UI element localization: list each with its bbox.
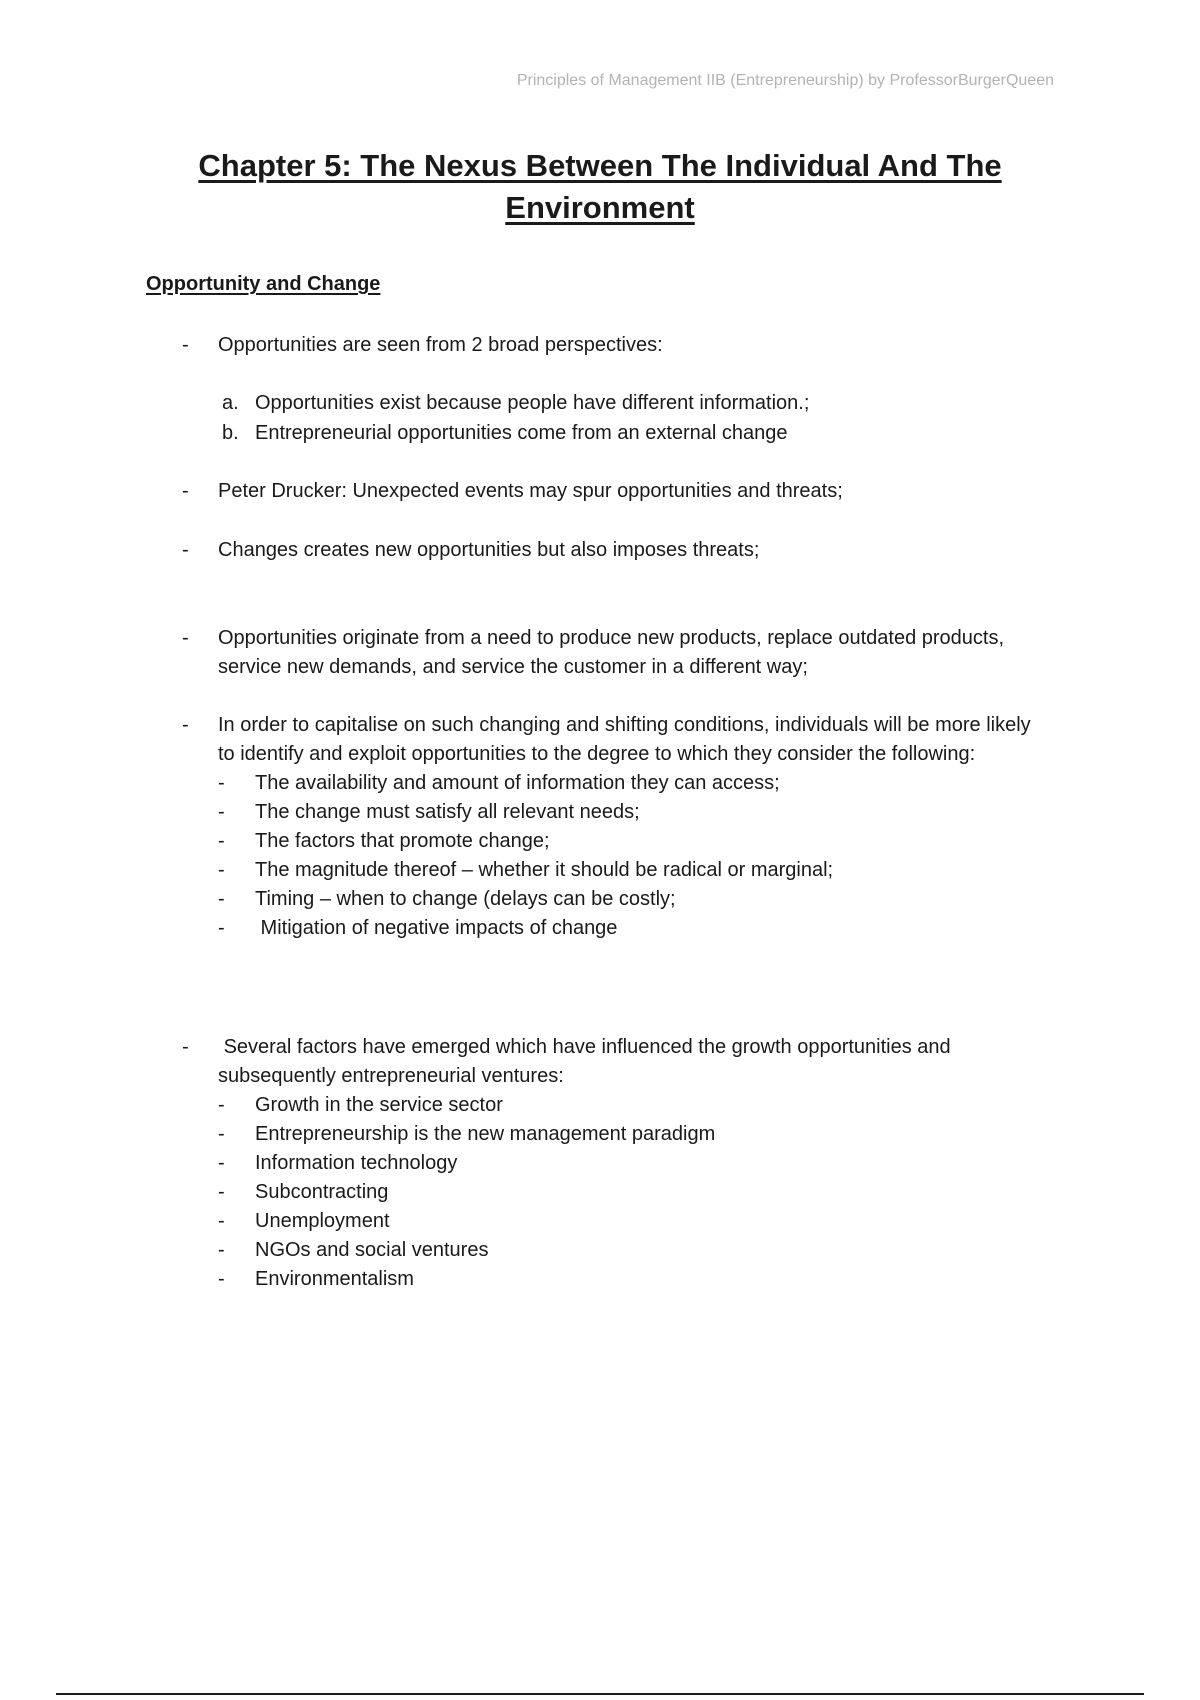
footer-divider [56, 1693, 1144, 1695]
list-marker: - [218, 1239, 225, 1261]
list-item [182, 769, 1052, 798]
list-item-text: Entrepreneurial opportunities come from an external change [255, 422, 788, 444]
bullet-marker: - [182, 480, 189, 502]
list-item-text: NGOs and social ventures [255, 1239, 489, 1261]
list-marker: b. [222, 422, 239, 444]
list-item-text: The magnitude thereof – whether it should be radical or marginal; [255, 859, 834, 881]
list-item [182, 1178, 1052, 1207]
list-marker: - [218, 1094, 225, 1116]
list-item [182, 798, 1052, 827]
list-marker: - [218, 1210, 225, 1232]
bullet-marker: - [182, 539, 189, 561]
list-marker: - [218, 1268, 225, 1290]
list-item-text: Timing – when to change (delays can be costly; [255, 888, 676, 910]
bullet-text: Opportunities are seen from 2 broad perspectives: [218, 334, 663, 356]
bullet-perspectives [182, 331, 1052, 448]
bullet-marker: - [182, 1036, 189, 1058]
list-marker: - [218, 1123, 225, 1145]
bullet-capitalise [182, 711, 1052, 943]
considerations-list [182, 769, 1052, 943]
bullet-opportunities-origin [182, 624, 1052, 682]
bullet-marker: - [182, 334, 189, 356]
bullet-growth-factors [182, 1033, 1052, 1294]
list-item-text: The availability and amount of information they can access; [255, 772, 780, 794]
list-item [182, 856, 1052, 885]
list-item [182, 827, 1052, 856]
list-item [182, 1236, 1052, 1265]
list-item-text: Mitigation of negative impacts of change [255, 917, 618, 939]
list-marker: - [218, 888, 225, 910]
chapter-title: Chapter 5: The Nexus Between The Individual And The Environment [198, 148, 1002, 225]
growth-factors-list [182, 1091, 1052, 1294]
list-item-text: Subcontracting [255, 1181, 389, 1203]
list-item-text: Opportunities exist because people have different information.; [255, 392, 810, 414]
list-item [182, 914, 1052, 943]
bullet-text: Several factors have emerged which have influenced the growth opportunities and subsequently entrepreneurial ventures: [218, 1036, 957, 1087]
list-marker: - [218, 1181, 225, 1203]
bullet-marker: - [182, 714, 189, 736]
list-marker: - [218, 830, 225, 852]
list-item-text: Environmentalism [255, 1268, 414, 1290]
list-item [182, 1265, 1052, 1294]
bullet-changes-threats [182, 536, 1052, 565]
bullet-text: Peter Drucker: Unexpected events may spur opportunities and threats; [218, 480, 843, 502]
list-marker: - [218, 917, 225, 939]
list-item-text: The factors that promote change; [255, 830, 550, 852]
list-item [182, 1149, 1052, 1178]
list-item [182, 1091, 1052, 1120]
list-item-text: Information technology [255, 1152, 458, 1174]
list-item [182, 1207, 1052, 1236]
bullet-marker: - [182, 627, 189, 649]
bullet-drucker [182, 477, 1052, 506]
list-item [182, 1120, 1052, 1149]
bullet-text: Changes creates new opportunities but also imposes threats; [218, 539, 760, 561]
list-item-text: Entrepreneurship is the new management paradigm [255, 1123, 716, 1145]
list-item-text: Growth in the service sector [255, 1094, 503, 1116]
list-marker: - [218, 859, 225, 881]
perspectives-list [182, 388, 1052, 448]
list-item-text: The change must satisfy all relevant needs; [255, 801, 640, 823]
list-marker: a. [222, 392, 239, 414]
bullet-text: In order to capitalise on such changing and shifting conditions, individuals will be more likely to identify and exploit opportunities to the degree to which they consider the following: [218, 714, 1031, 765]
section-heading: Opportunity and Change [146, 273, 381, 295]
list-item-text: Unemployment [255, 1210, 390, 1232]
list-item [182, 388, 1052, 418]
list-marker: - [218, 772, 225, 794]
list-item [182, 885, 1052, 914]
list-marker: - [218, 1152, 225, 1174]
bullet-text: Opportunities originate from a need to produce new products, replace outdated products, service new demands, and service the customer in a different way; [218, 627, 1005, 678]
list-item [182, 418, 1052, 448]
list-marker: - [218, 801, 225, 823]
running-header: Principles of Management IIB (Entrepreneurship) by ProfessorBurgerQueen [516, 72, 1054, 89]
